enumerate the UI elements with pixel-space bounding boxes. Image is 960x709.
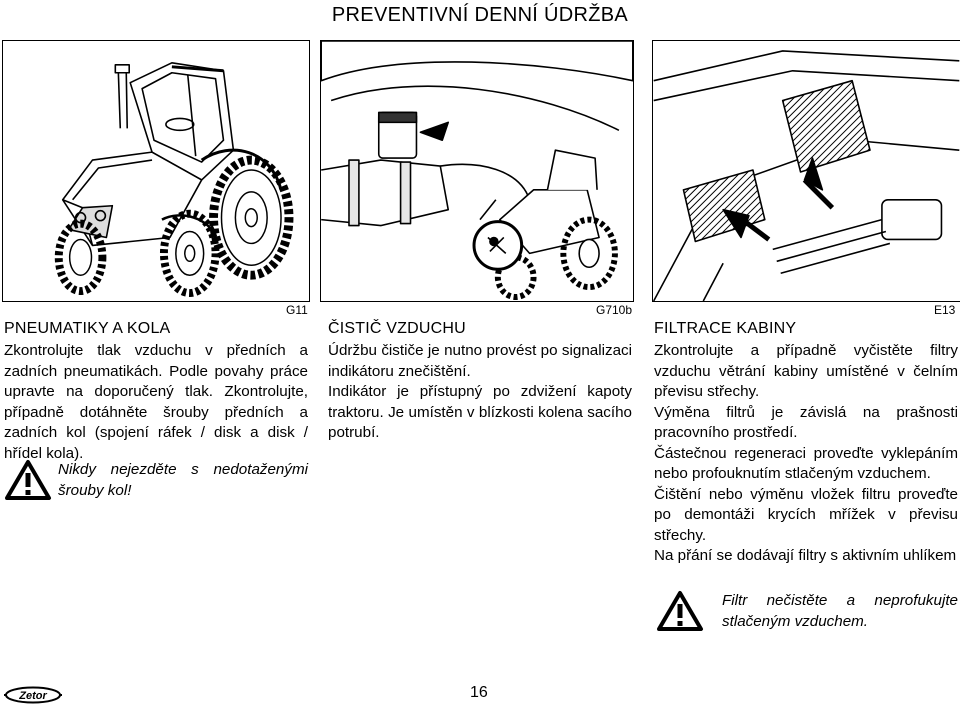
paragraph: Zkontrolujte tlak vzduchu v předních a zadních pneumatikách. Podle povahy práce upravte na doporučený tlak. Zkontrolujte, případně dotáhněte šrouby předních a zadních kol (spojení ráfek / disk a disk / hřídel kola). xyxy=(4,342,308,462)
warning-tyres xyxy=(4,459,308,501)
page-number: 16 xyxy=(470,684,488,701)
figure-code: G11 xyxy=(286,303,308,317)
paragraph: Indikátor je přístupný po zdvižení kapoty traktoru. Je umístěn v blízkosti kolena sacího potrubí. xyxy=(328,383,632,441)
section-heading-air-cleaner: ČISTIČ VZDUCHU xyxy=(328,320,466,337)
page-title: PREVENTIVNÍ DENNÍ ÚDRŽBA xyxy=(331,4,629,26)
paragraph: Částečnou regeneraci proveďte vyklepáním nebo profouknutím stlačeným vzduchem. xyxy=(654,444,958,482)
section-text-tyres xyxy=(4,341,308,464)
svg-text:Zetor: Zetor xyxy=(19,690,47,702)
tractor-figure xyxy=(2,40,310,302)
warning-text: Nikdy nejezděte s nedotaženými šrouby kol! xyxy=(58,461,308,499)
warning-text: Filtr nečistěte a neprofukujte stlačeným vzduchem. xyxy=(722,592,958,630)
warning-cabin-filter xyxy=(656,590,958,632)
section-text-air-cleaner xyxy=(328,341,632,444)
zetor-logo xyxy=(4,686,62,709)
cabin-filter-figure xyxy=(652,40,960,302)
paragraph: Údržbu čističe je nutno provést po signalizaci indikátoru znečištění. xyxy=(328,342,632,380)
section-heading-cabin-filter: FILTRACE KABINY xyxy=(654,320,797,337)
paragraph: Čištění nebo výměnu vložek filtru proveďte po demontáži krycích mřížek v převisu střechy. xyxy=(654,485,958,544)
warning-icon xyxy=(656,590,704,632)
cabin-filter-drawing xyxy=(653,41,960,301)
paragraph: Zkontrolujte a případně vyčistěte filtry vzduchu větrání kabiny umístěné v čelním převisu střechy. xyxy=(654,342,958,400)
paragraph: Výměna filtrů je závislá na prašnosti pracovního prostředí. xyxy=(654,403,958,441)
section-text-cabin-filter xyxy=(654,341,958,567)
warning-icon xyxy=(4,459,52,501)
section-heading-tyres: PNEUMATIKY A KOLA xyxy=(4,320,171,337)
tractor-drawing xyxy=(3,41,309,301)
air-filter-figure xyxy=(320,40,634,302)
zetor-logo-icon xyxy=(4,686,62,704)
paragraph: Na přání se dodávají filtry s aktivním uhlíkem xyxy=(654,547,957,564)
figure-code: G710b xyxy=(596,303,633,317)
air-filter-drawing xyxy=(321,41,633,301)
figure-code: E13 xyxy=(934,303,956,317)
